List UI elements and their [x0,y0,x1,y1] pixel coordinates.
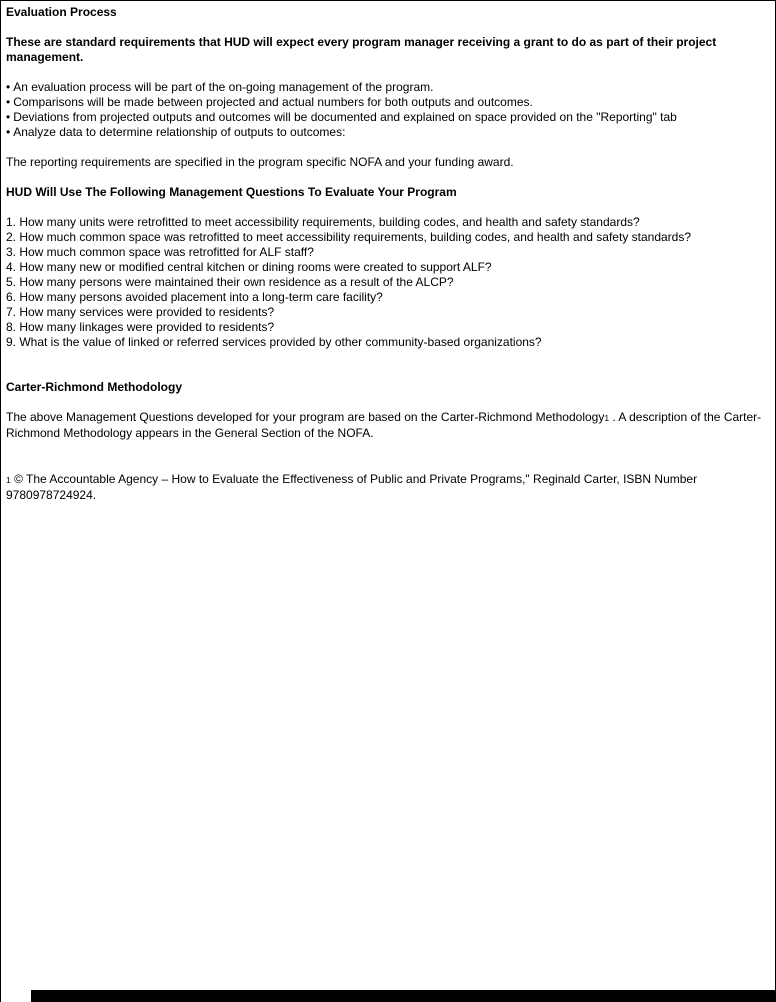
footnote-reference: 1 [604,413,610,423]
reporting-note: The reporting requirements are specified in the program specific NOFA and your funding award. [6,155,514,169]
question-item: 9. What is the value of linked or referred services provided by other community-based organizations? [6,335,542,349]
list-item [6,110,770,125]
intro-paragraph: These are standard requirements that HUD will expect every program manager receiving a grant to do as part of their project management. [6,35,717,64]
management-question-list [6,215,770,350]
questions-heading: HUD Will Use The Following Management Questions To Evaluate Your Program [6,185,457,199]
list-item [6,80,770,95]
bullet-text: Analyze data to determine relationship of outputs to outcomes: [13,125,346,139]
methodology-paragraph [6,410,770,441]
question-item: 7. How many services were provided to residents? [6,305,275,319]
list-item [6,95,770,110]
bullet-text: Deviations from projected outputs and outcomes will be documented and explained on space provided on the "Reporting" tab [13,110,677,124]
question-item: 8. How many linkages were provided to residents? [6,320,275,334]
requirements-bullet-list [6,80,770,140]
footnote-marker: 1 [6,475,11,485]
question-item: 5. How many persons were maintained their own residence as a result of the ALCP? [6,275,454,289]
question-item: 6. How many persons avoided placement into a long-term care facility? [6,290,383,304]
question-item: 4. How many new or modified central kitchen or dining rooms were created to support ALF? [6,260,492,274]
methodology-text-before: The above Management Questions developed for your program are based on the Carter-Richmond Methodology [6,410,605,424]
methodology-heading: Carter-Richmond Methodology [6,380,182,394]
bullet-text: Comparisons will be made between projected and actual numbers for both outputs and outcomes. [13,95,533,109]
bullet-icon [6,110,10,125]
page-title: Evaluation Process [6,5,117,19]
question-item: 1. How many units were retrofitted to meet accessibility requirements, building codes, and health and safety standards? [6,215,640,229]
list-item [6,125,770,140]
bullet-icon [6,95,10,110]
footnote [6,472,770,503]
bullet-icon [6,80,10,95]
bullet-icon [6,125,10,140]
horizontal-scrollbar-thumb[interactable] [31,990,775,1002]
bullet-text: An evaluation process will be part of the on-going management of the program. [13,80,434,94]
question-item: 3. How much common space was retrofitted for ALF staff? [6,245,314,259]
methodology-text-after: . A description of the Carter-Richmond Methodology appears in the General Section of the NOFA. [6,410,762,440]
question-item: 2. How much common space was retrofitted to meet accessibility requirements, building codes, and health and safety standards? [6,230,692,244]
footnote-text: © The Accountable Agency – How to Evaluate the Effectiveness of Public and Private Programs," Reginald Carter, ISBN Number 9780978724924. [6,472,698,502]
